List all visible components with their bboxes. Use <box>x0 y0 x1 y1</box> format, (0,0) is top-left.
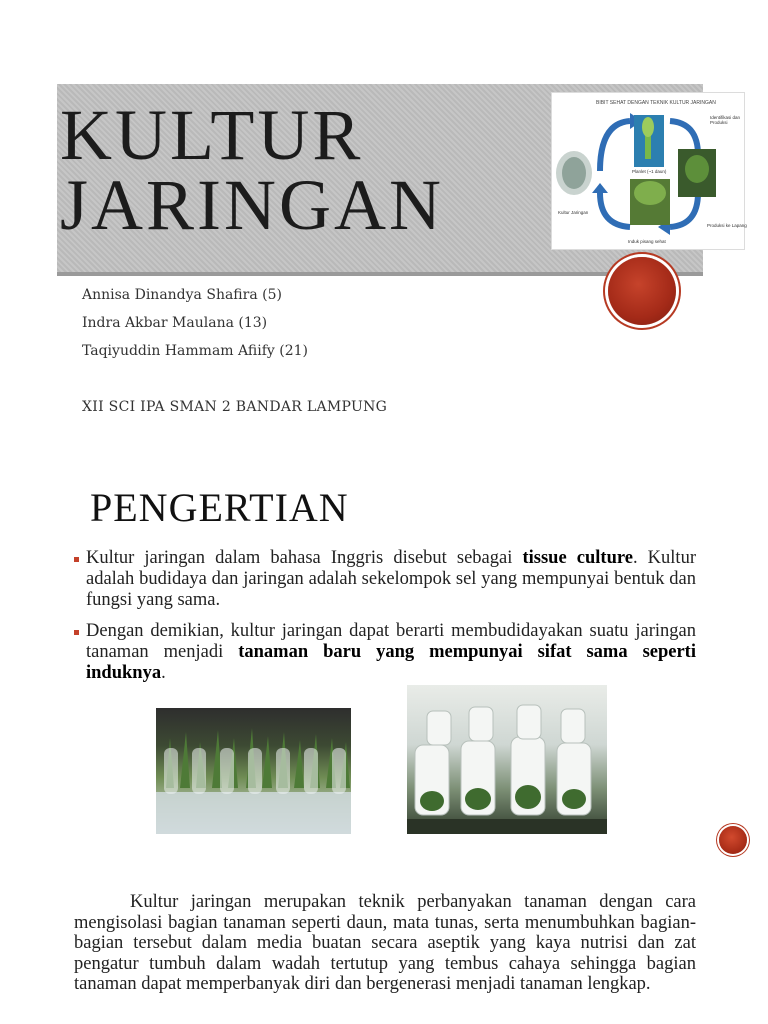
decorative-red-circle <box>608 257 676 325</box>
diagram-label-right: Produksi ke Lapang <box>707 223 747 228</box>
cycle-arrow-bottom-left <box>600 193 630 227</box>
culture-jars-photo <box>407 685 607 834</box>
decorative-red-circle-small <box>719 826 747 854</box>
diagram-label-left: Kultur Jaringan <box>558 210 589 215</box>
title-line-2: JARINGAN <box>60 165 444 245</box>
diagram-label-top-right: Identifikasi dan Produksi <box>710 115 741 125</box>
slide-title <box>60 95 444 245</box>
school-name: XII SCI IPA SMAN 2 BANDAR LAMPUNG <box>82 399 388 415</box>
banner-divider <box>57 272 703 276</box>
author-3: Taqiyuddin Hammam Afiify (21) <box>82 343 308 359</box>
bullet-1-text-after: . Kultur adalah budidaya dan jaringan adalah sekelompok sel yang mempunyai bentuk dan fungsi yang sama. <box>86 548 696 610</box>
bullet-2-bold: tanaman baru yang mempunyai sifat sama seperti induknya <box>86 642 696 683</box>
bullet-marker <box>74 557 79 562</box>
diagram-label-bottom: Induk pisang sehat <box>628 239 666 244</box>
description-paragraph: Kultur jaringan merupakan teknik perbanyakan tanaman dengan cara mengisolasi bagian tanaman seperti daun, mata tunas, serta menumbuhkan bagian-bagian tersebut dalam media buatan secara aseptik yang kaya nutrisi dan zat pengatur tumbuh dalam wadah tertutup yang tembus cahaya sehingga bagian tanaman dapat memperbanyak diri dan bergenerasi menjadi tanaman lengkap. <box>74 892 696 994</box>
bullet-1-bold: tissue culture <box>522 548 633 568</box>
bullet-2-text: Dengan demikian, kultur jaringan dapat berarti membudidayakan suatu jaringan tanaman menjadi <box>86 621 696 662</box>
bullet-1-text: Kultur jaringan dalam bahasa Inggris disebut sebagai <box>86 548 523 568</box>
tubes-photo-graphic <box>156 708 351 834</box>
definition-bullets <box>74 548 696 694</box>
bullet-item-1 <box>74 548 696 611</box>
cycle-arrow-bottom-right <box>670 193 698 227</box>
author-list <box>82 284 308 368</box>
bullet-item-2 <box>74 621 696 684</box>
bullet-marker <box>74 630 79 635</box>
section-title: PENGERTIAN <box>90 485 349 530</box>
author-1: Annisa Dinandya Shafira (5) <box>82 287 282 303</box>
jars-photo-graphic <box>407 685 607 834</box>
arrow-head-4 <box>592 183 608 193</box>
diagram-label-center: Planlet (~1 daun) <box>632 169 667 174</box>
author-2: Indra Akbar Maulana (13) <box>82 315 268 331</box>
tissue-culture-tubes-photo <box>156 708 351 834</box>
diagram-title: BIBIT SEHAT DENGAN TEKNIK KULTUR JARINGAN <box>596 100 716 106</box>
cycle-arrow-top-left <box>600 121 630 171</box>
tissue-culture-cycle-diagram <box>551 92 745 250</box>
title-line-1: KULTUR <box>60 95 364 175</box>
bullet-2-text-after: . <box>161 663 166 683</box>
